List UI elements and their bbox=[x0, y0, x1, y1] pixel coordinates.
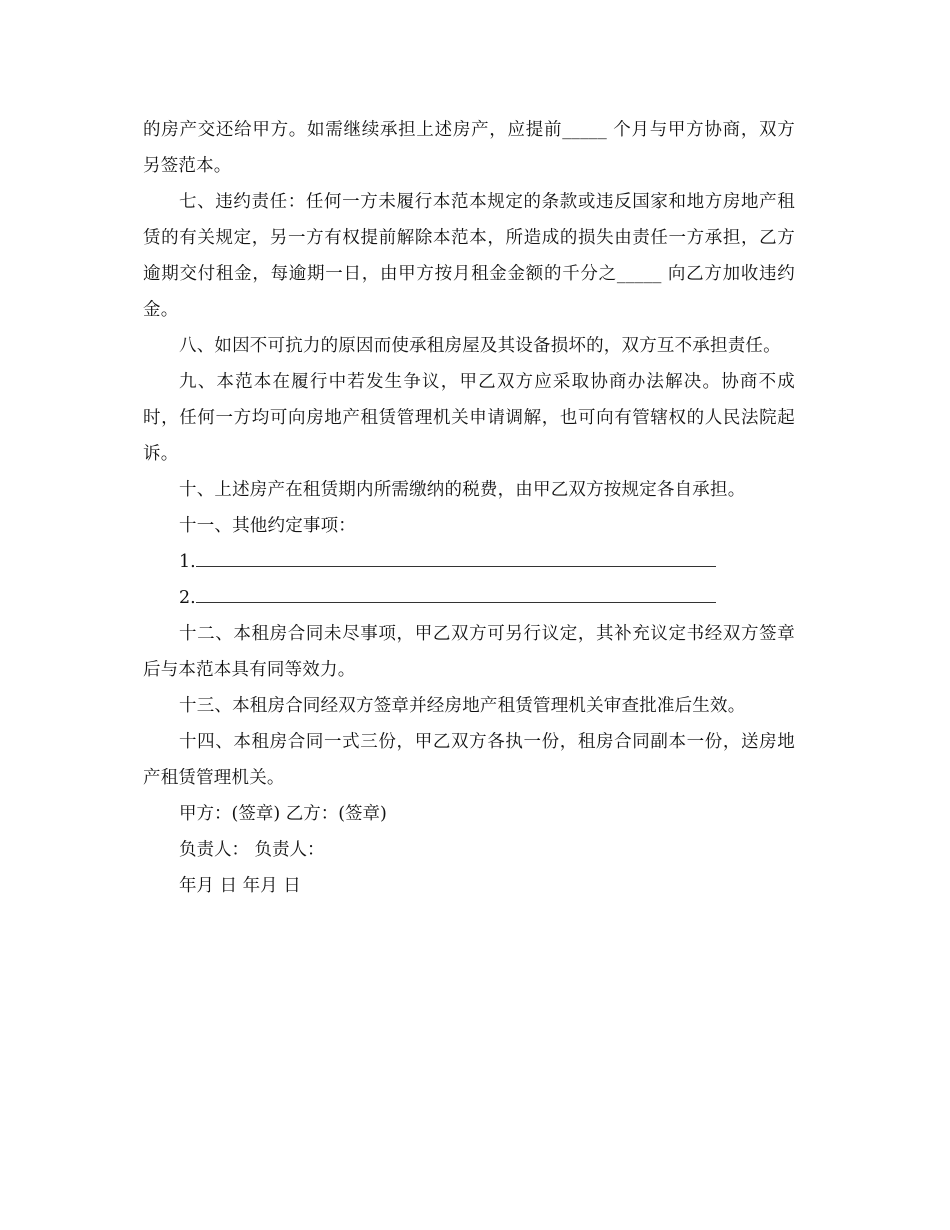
paragraph-clause-7: 七、违约责任：任何一方未履行本范本规定的条款或违反国家和地方房地产租赁的有关规定，另一方有权提前解除本范本，所造成的损失由责任一方承担，乙方逾期交付租金，每逾期一日，由甲方按月租金金额的千分之_____ 向乙方加收违约金。 bbox=[143, 192, 795, 320]
signature-dates: 年月 日 年月 日 bbox=[179, 876, 301, 896]
paragraph-clause-8: 八、如因不可抗力的原因而使承租房屋及其设备损坏的，双方互不承担责任。 bbox=[179, 336, 781, 356]
paragraph-clause-11: 十一、其他约定事项： bbox=[179, 516, 356, 536]
fill-in-blank-line bbox=[196, 584, 716, 603]
paragraph-clause-9: 九、本范本在履行中若发生争议，甲乙双方应采取协商办法解决。协商不成时，任何一方均可向房地产租赁管理机关申请调解，也可向有管辖权的人民法院起诉。 bbox=[143, 372, 795, 464]
list-item bbox=[143, 544, 795, 580]
paragraph-clause-13: 十三、本租房合同经双方签章并经房地产租赁管理机关审查批准后生效。 bbox=[179, 696, 746, 716]
paragraph-clause-10: 十、上述房产在租赁期内所需缴纳的税费，由甲乙双方按规定各自承担。 bbox=[179, 480, 746, 500]
signature-parties: 甲方：(签章) 乙方：(签章) bbox=[179, 804, 387, 824]
document-page bbox=[143, 112, 795, 904]
fill-in-blank-line bbox=[196, 548, 716, 567]
paragraph-clause-14: 十四、本租房合同一式三份，甲乙双方各执一份，租房合同副本一份，送房地产租赁管理机关。 bbox=[143, 732, 795, 788]
signature-persons: 负责人： 负责人： bbox=[179, 840, 325, 860]
list-item-number: 1. bbox=[179, 552, 196, 572]
paragraph-clause-12: 十二、本租房合同未尽事项，甲乙双方可另行议定，其补充议定书经双方签章后与本范本具有同等效力。 bbox=[143, 624, 795, 680]
list-item-number: 2. bbox=[179, 588, 196, 608]
paragraph-continuation: 的房产交还给甲方。如需继续承担上述房产，应提前_____ 个月与甲方协商，双方另签范本。 bbox=[143, 120, 795, 176]
list-item bbox=[143, 580, 795, 616]
